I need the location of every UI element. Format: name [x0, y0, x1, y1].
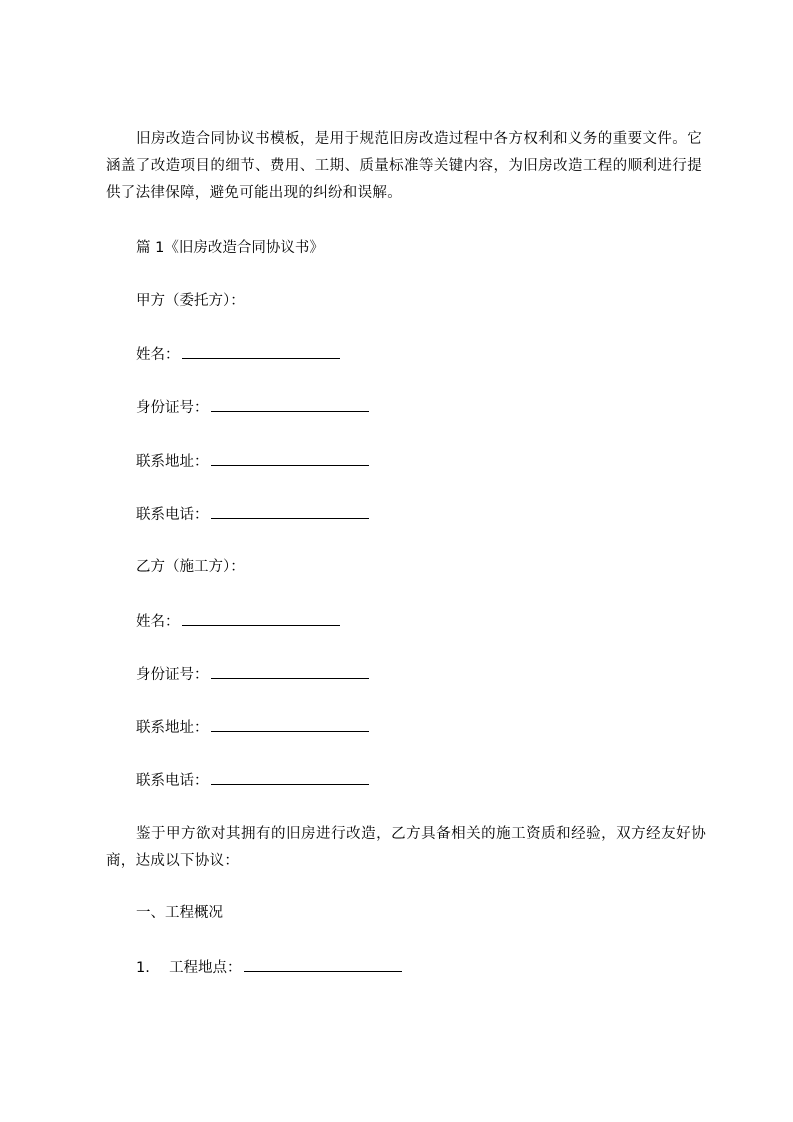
party-b-name-blank[interactable] [182, 611, 340, 626]
party-b-id-label: 身份证号： [136, 667, 209, 683]
section-1-heading: 一、工程概况 [136, 905, 223, 921]
party-a-name-blank[interactable] [182, 344, 340, 359]
party-b-phone-label: 联系电话： [136, 773, 209, 789]
party-b-address-label: 联系地址： [136, 720, 209, 736]
party-a-id-row [136, 397, 369, 418]
chapter-title: 篇 1《旧房改造合同协议书》 [136, 240, 324, 256]
party-a-id-blank[interactable] [211, 397, 369, 412]
party-a-phone-blank[interactable] [211, 504, 369, 519]
party-a-phone-label: 联系电话： [136, 507, 209, 523]
item-1-row [136, 957, 402, 978]
party-b-name-label: 姓名： [136, 614, 180, 630]
agreement-paragraph: 鉴于甲方欲对其拥有的旧房进行改造，乙方具备相关的施工资质和经验，双方经友好协商，达成以下协议： [106, 826, 706, 869]
party-b-phone-blank[interactable] [211, 770, 369, 785]
item-1-label: 工程地点： [169, 960, 242, 976]
party-b-heading: 乙方（施工方）： [136, 559, 245, 575]
intro-paragraph: 旧房改造合同协议书模板，是用于规范旧房改造过程中各方权利和义务的重要文件。它涵盖了改造项目的细节、费用、工期、质量标准等关键内容，为旧房改造工程的顺利进行提供了法律保障，避免可能出现的纠纷和误解。 [106, 131, 702, 201]
item-1-number: 1. [136, 960, 150, 976]
party-a-name-label: 姓名： [136, 347, 180, 363]
party-a-heading: 甲方（委托方）： [136, 293, 245, 309]
party-b-phone-row [136, 770, 369, 791]
party-a-address-label: 联系地址： [136, 454, 209, 470]
party-b-id-row [136, 664, 369, 685]
party-a-phone-row [136, 504, 369, 525]
party-a-address-row [136, 451, 369, 472]
party-b-address-blank[interactable] [211, 717, 369, 732]
party-b-id-blank[interactable] [211, 664, 369, 679]
party-a-name-row [136, 344, 340, 365]
item-1-blank[interactable] [244, 957, 402, 972]
party-b-address-row [136, 717, 369, 738]
party-a-id-label: 身份证号： [136, 400, 209, 416]
party-a-address-blank[interactable] [211, 451, 369, 466]
party-b-name-row [136, 611, 340, 632]
